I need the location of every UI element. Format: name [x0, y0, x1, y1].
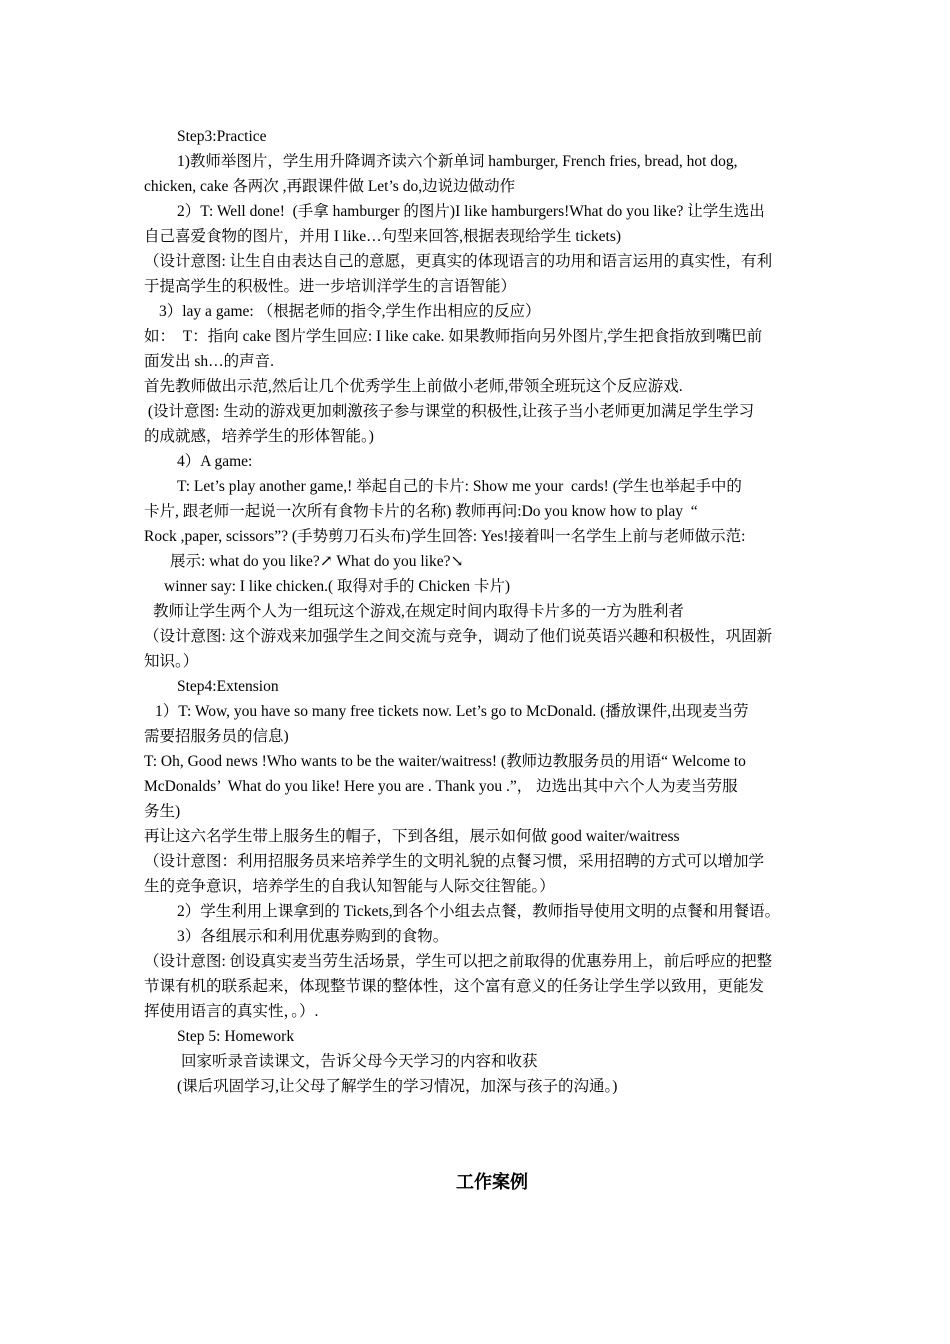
paragraph-line: 卡片, 跟老师一起说一次所有食物卡片的名称) 教师再问:Do you know how to play “ [144, 503, 698, 520]
paragraph-line: 教师让学生两个人为一组玩这个游戏,在规定时间内取得卡片多的一方为胜利者 [153, 603, 684, 620]
design-intent-line: 生的竞争意识，培养学生的自我认知智能与人际交往智能。） [144, 878, 555, 895]
design-intent-line: （设计意图：利用招服务员来培养学生的文明礼貌的点餐习惯，采用招聘的方式可以增加学 [144, 853, 765, 870]
paragraph-line: 首先教师做出示范,然后让几个优秀学生上前做小老师,带领全班玩这个反应游戏. [144, 378, 683, 395]
paragraph-line: winner say: I like chicken.( 取得对手的 Chicken 卡片) [164, 578, 511, 595]
paragraph-line: 需要招服务员的信息) [144, 728, 289, 745]
paragraph-line: 回家听录音读课文，告诉父母今天学习的内容和收获 [181, 1053, 538, 1070]
design-intent-line: 节课有机的联系起来，体现整节课的整体性，这个富有意义的任务让学生学以致用，更能发 [144, 978, 765, 995]
design-intent-line: (设计意图: 生动的游戏更加刺激孩子参与课堂的积极性,让孩子当小老师更加满足学生学习 [144, 403, 755, 420]
paragraph-line: 如： T：指向 cake 图片学生回应: I like cake. 如果教师指向另外图片,学生把食指放到嘴巴前 [144, 328, 763, 345]
paragraph-line: Rock ,paper, scissors”? (手势剪刀石头布)学生回答: Yes!接着叫一名学生上前与老师做示范: [144, 528, 746, 545]
paragraph-line: 展示: what do you like?↗ What do you like?↘ [170, 553, 464, 570]
paragraph-line: 自己喜爱食物的图片，并用 I like…句型来回答,根据表现给学生 tickets) [144, 228, 622, 245]
paragraph-line: 2）T: Well done! (手拿 hamburger 的图片)I like hamburgers!What do you like? 让学生选出 [177, 203, 765, 220]
step5-heading: Step 5: Homework [177, 1028, 295, 1045]
design-intent-line: 挥使用语言的真实性，。）. [144, 1003, 319, 1020]
document-body [144, 124, 808, 1099]
paragraph-line: 3）lay a game: （根据老师的指令,学生作出相应的反应） [159, 303, 541, 320]
paragraph-line: 务生) [144, 803, 181, 820]
paragraph-line: McDonalds’ What do you like! Here you are . Thank you .”， 边选出其中六个人为麦当劳服 [144, 778, 738, 795]
design-intent-line: （设计意图: 让生自由表达自己的意愿，更真实的体现语言的功用和语言运用的真实性，有利 [144, 253, 773, 270]
design-intent-line: （设计意图: 这个游戏来加强学生之间交流与竞争，调动了他们说英语兴趣和积极性，巩固新 [144, 628, 773, 645]
step4-heading: Step4:Extension [177, 678, 279, 695]
paragraph-line: chicken, cake 各两次 ,再跟课件做 Let’s do,边说边做动作 [144, 178, 516, 195]
section-title: 工作案例 [456, 1172, 528, 1193]
paragraph-line: 3）各组展示和利用优惠券购到的食物。 [177, 928, 449, 945]
paragraph-line: 1）T: Wow, you have so many free tickets now. Let’s go to McDonald. (播放课件,出现麦当劳 [155, 703, 749, 720]
paragraph-line: (课后巩固学习,让父母了解学生的学习情况，加深与孩子的沟通。) [177, 1078, 618, 1095]
paragraph-line: 面发出 sh…的声音. [144, 353, 275, 370]
paragraph-line: T: Oh, Good news !Who wants to be the waiter/waitress! (教师边教服务员的用语“ Welcome to [144, 753, 746, 770]
design-intent-line: （设计意图: 创设真实麦当劳生活场景，学生可以把之前取得的优惠券用上，前后呼应的把整 [144, 953, 773, 970]
design-intent-line: 于提高学生的积极性。进一步培训洋学生的言语智能） [144, 278, 517, 295]
paragraph-line: 2）学生利用上课拿到的 Tickets,到各个小组去点餐，教师指导使用文明的点餐和用餐语。 [177, 903, 781, 920]
paragraph-line: 再让这六名学生带上服务生的帽子，下到各组，展示如何做 good waiter/waitress [144, 828, 680, 845]
paragraph-line: 1)教师举图片，学生用升降调齐读六个新单词 hamburger, French fries, bread, hot dog, [177, 153, 738, 170]
game-heading: 4）A game: [177, 453, 253, 470]
paragraph-line: T: Let’s play another game,! 举起自己的卡片: Show me your cards! (学生也举起手中的 [177, 478, 742, 495]
design-intent-line: 知识。） [144, 653, 199, 670]
design-intent-line: 的成就感，培养学生的形体智能。) [144, 428, 374, 445]
step3-heading: Step3:Practice [177, 128, 267, 145]
